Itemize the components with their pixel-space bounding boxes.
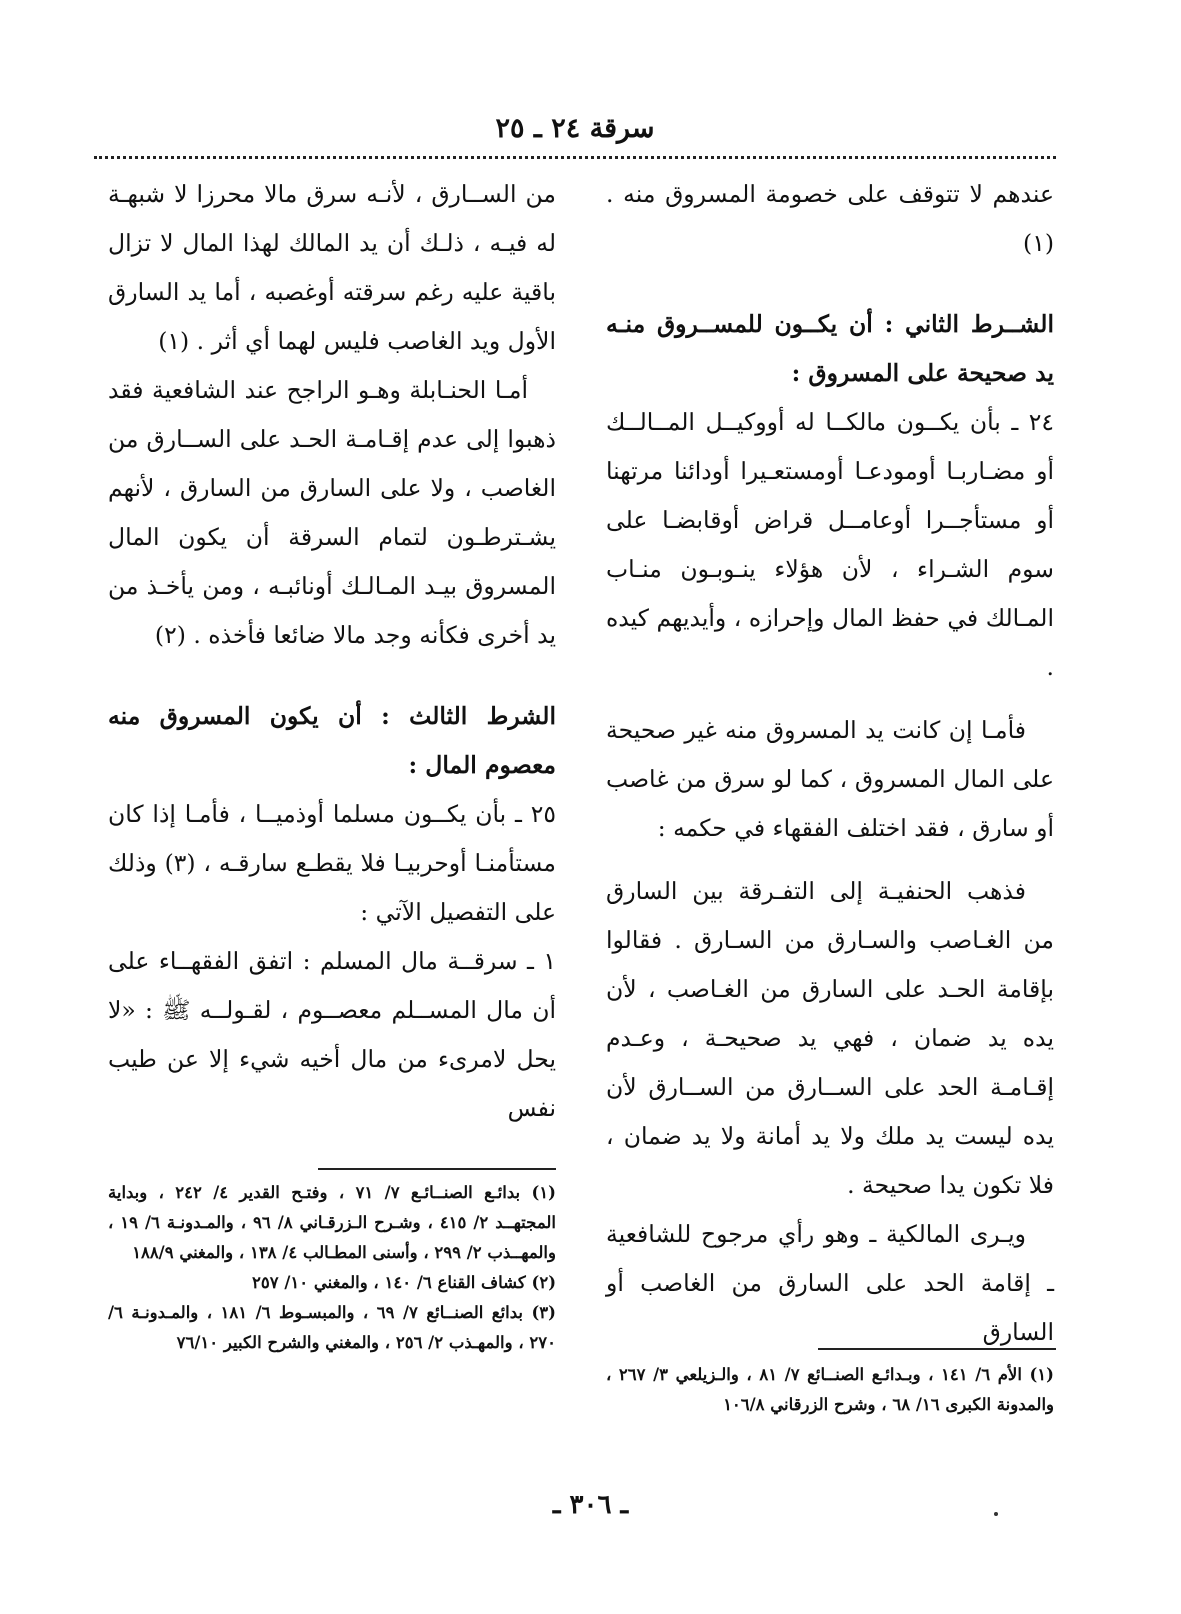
maliki-paragraph: ويـرى المالكية ـ وهو رأي مرجوح للشافعية ـ إقامة الحد على السارق من الغاصب أو السارق — [606, 1220, 1054, 1346]
header-dotted-rule — [94, 156, 1056, 159]
footnote-left-2: (٢) كشاف القناع ٦/ ١٤٠ ، والمغني ١٠/ ٢٥٧ — [252, 1273, 556, 1292]
muslim-property-paragraph: ١ ـ سرقــة مال المسلم : اتفق الفقهــاء على أن مال المســلم معصــوم ، لقـولــه ﷺ : «لا يحل لامرىء من مال أخيه شيء إلا عن طيب نفس — [108, 947, 556, 1122]
footnotes-left — [108, 1178, 556, 1358]
right-paragraph-3: فأمـا إن كانت يد المسروق منه غير صحيحة على المال المسروق ، كما لو سرق من غاصب أو سارق ، فقد اختلف الفقهاء في حكمه : — [606, 716, 1054, 842]
hanafi-paragraph: فذهب الحنفيـة إلى التفـرقة بين السارق من الغـاصب والسـارق من السـارق . فقالوا بإقامة الحـد على السارق من الغـاصب ، لأن يده يد ضمان ، فهي يد صحيحـة ، وعـدم إقـامـة الحد على الســارق من الســارق لأن يده ليست يد ملك ولا يد أمانة ولا يد ضمان ، فلا تكون يدا صحيحة . — [606, 877, 1054, 1199]
footnote-right-1: (١) الأم ٦/ ١٤١ ، وبـدائـع الصنــائع ٧/ ٨١ ، والـزيلعي ٣/ ٢٦٧ ، والمدونة الكبرى ١٦/ ٦٨ ، وشرح الزرقاني ١٠٦/٨ — [606, 1365, 1054, 1414]
footnote-left-1: (١) بدائـع الصنــائـع ٧/ ٧١ ، وفتـح القدير ٤/ ٢٤٢ ، وبداية المجتهــد ٢/ ٤١٥ ، وشـرح الـزرقـاني ٨/ ٩٦ ، والمـدونـة ٦/ ١٩ ، والمهــذب ٢/ ٢٩٩ ، وأسنى المطـالب ٤/ ١٣٨ ، والمغني ١٨٨/٩ — [108, 1183, 556, 1262]
section-24-paragraph: ٢٤ ـ بأن يكــون مالكــا له أووكيــل المــالــك أو مضـاربـا أومودعـا أومستعـيرا أودائنا مرتهنا أو مستأجــرا أوعامــل قراض أوقابضـا على سوم الشـراء ، لأن هؤلاء ينـوبـون منـاب المـالك في حفظ المال وإحرازه ، وأيديهم كيده . — [606, 408, 1054, 681]
left-paragraph-1: من الســارق ، لأنـه سرق مالا محرزا لا شبهـة له فيـه ، ذلـك أن يد المالك لهذا المال لا تزال باقية عليه رغم سرقته أوغصبه ، أما يد السارق الأول ويد الغاصب فليس لهما أي أثر . (١) — [108, 180, 556, 355]
footnote-rule-right — [818, 1348, 1056, 1350]
footnotes-right — [606, 1360, 1054, 1420]
right-paragraph-1: عندهم لا تتوقف على خصومة المسروق منه . (١) — [606, 180, 1054, 257]
running-header: سرقة ٢٤ ـ ٢٥ — [495, 113, 655, 144]
footnote-left-3: (٣) بدائع الصنــائع ٧/ ٦٩ ، والمبسـوط ٦/ ١٨١ ، والمـدونـة ٦/ ٢٧٠ ، والمهـذب ٢/ ٢٥٦ ، والمغني والشرح الكبير ٧٦/١٠ — [108, 1303, 556, 1352]
hanbali-paragraph: أمـا الحنـابلة وهـو الراجح عند الشافعية فقد ذهبوا إلى عدم إقـامـة الحـد على الســارق من الغاصب ، ولا على السارق من السارق ، لأنهم يشـترطـون لتمام السرقة أن يكون المال المسروق بيـد المـالـك أونائبـه ، ومن يأخـذ من يد أخرى فكأنه وجد مالا ضائعا فأخذه . (٢) — [108, 376, 556, 649]
condition-two-heading: الشــرط الثاني : أن يكــون للمســروق منـه يد صحيحة على المسروق : — [606, 310, 1054, 387]
scan-speck — [994, 1512, 998, 1516]
left-column — [108, 170, 556, 1133]
right-column — [606, 170, 1054, 1357]
footnote-rule-left — [318, 1168, 556, 1170]
section-25-paragraph: ٢٥ ـ بأن يكــون مسلما أوذميــا ، فأمـا إذا كان مستأمنـا أوحربيـا فلا يقطـع سارقـه ، (٣) وذلك على التفصيل الآتي : — [108, 800, 556, 926]
page-number: ـ ٣٠٦ ـ — [552, 1490, 629, 1520]
condition-three-heading: الشرط الثالث : أن يكون المسروق منه معصوم المال : — [108, 702, 556, 779]
